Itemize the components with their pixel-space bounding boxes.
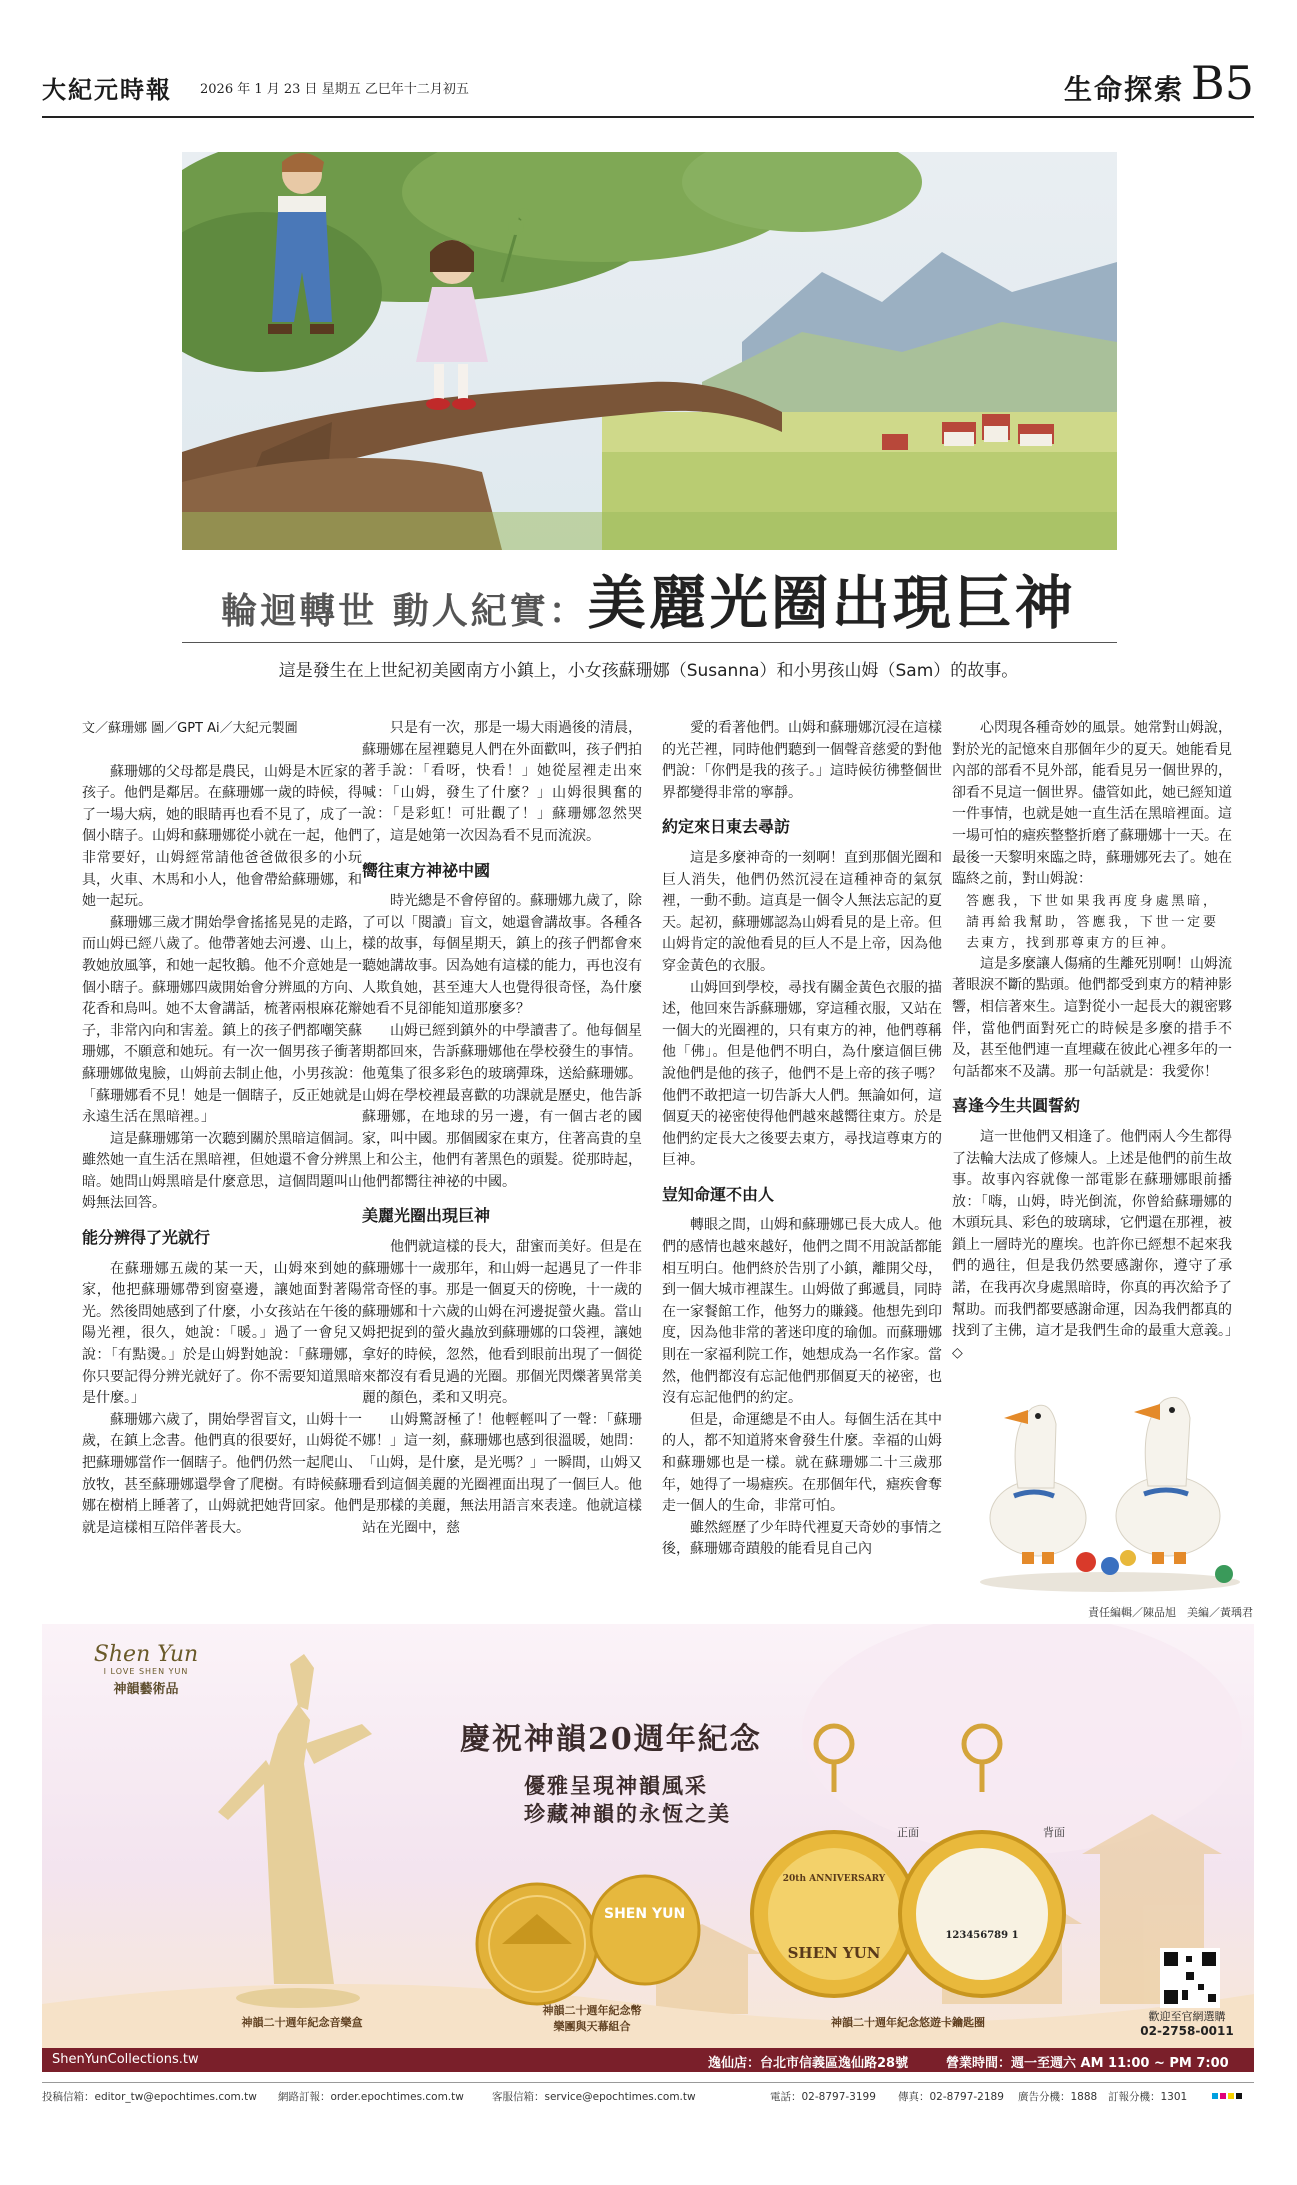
paragraph: 在蘇珊娜五歲的某一天，山姆來到她的家，他把蘇珊娜帶到窗臺邊，讓她面對著陽光。然後問她感到了什麼，小女孩站在午後的陽光裡，很久，她說：「暖。」過了一會兒又說：「有點燙。」於是山姆對她說：「蘇珊娜，你只要記得分辨光就好了。你不需要知道黑暗是什麼。」 <box>82 1260 362 1407</box>
phone-number: 電話：02-8797-3199 <box>770 2091 876 2103</box>
color-swatch-black <box>1236 2093 1242 2099</box>
paragraph: 山姆回到學校，尋找有關金黃色衣服的描述，他回來告訴蘇珊娜，穿這種衣服，又站在一個大的光圈裡的，只有東方的神，他們尊稱他「佛」。但是他們不明白，為什麼這個巨佛說他們是他的孩子，他們不是上帝的孩子嗎？他們不敢把這一切告訴大人們。無論如何，這個夏天的祕密使得他們越來越嚮往東方。於是他們約定長大之後要去東方，尋找這尊東方的巨神。 <box>662 979 942 1169</box>
keychain-brand-text: SHEN YUN <box>787 1944 881 1962</box>
paragraph: 但是，命運總是不由人。每個生活在其中的人，都不知道將來會發生什麼。幸福的山姆和蘇珊娜也是一樣。就在蘇珊娜二十三歲那年，她得了一場瘧疾。在那個年代，瘧疾會奪走一個人的生命，非常可怕。 <box>662 1411 942 1515</box>
quoted-promise: 答應我，下世如果我再度身處黑暗，請再給我幫助，答應我，下世一定要去東方，找到那尊東方的巨神。 <box>966 893 1218 951</box>
brand-chinese: 神韻藝術品 <box>113 1682 179 1697</box>
article-subtitle: 這是發生在上世紀初美國南方小鎮上，小女孩蘇珊娜（Susanna）和小男孩山姆（Sam）的故事。 <box>278 661 1019 681</box>
paragraph: 蘇珊娜三歲才開始學會搖搖晃晃的走路，而山姆已經八歲了。他帶著她去河邊、山上，教她放風箏，和她一起牧鵝。他不介意她是一個小瞎子。蘇珊娜四歲開始會分辨風的方向、花香和鳥叫。她不太會講話，梳著兩根麻花辮子，非常內向和害羞。鎮上的孩子們都嘲笑蘇珊娜，不願意和她玩。有一次一個男孩子衝著蘇珊娜做鬼臉，山姆前去制止他，小男孩說：「蘇珊娜看不見！她是一個瞎子，反正她就是永遠生活在黑暗裡。」 <box>82 914 362 1126</box>
paragraph: 山姆驚訝極了！他輕輕叫了一聲：「蘇珊娜！」這一刻，蘇珊娜也感到很溫暖，她問：「山姆，是什麼，是光嗎？」一瞬間，山姆又看到這個美麗的光圈裡面出現了一個巨人。他是那樣的美麗，無法用語言來表達。他就這樣站在光圈中，慈 <box>362 1411 642 1536</box>
qr-label: 歡迎至官網選購 <box>1148 2010 1226 2023</box>
paragraph: 山姆已經到鎮外的中學讀書了。他每個星期都回來，告訴蘇珊娜他在學校發生的事情。他蒐集了很多彩色的玻璃彈珠，送給蘇珊娜。山姆在學校裡最喜歡的功課就是歷史，他告訴蘇珊娜，在地球的另一邊，有一個古老的國家，叫中國。那個國家在東方，住著高貴的皇上和公主，他們有著黑色的頭髮。從那時起，他們都嚮往神祕的中國。 <box>362 1022 642 1190</box>
masthead-rule <box>42 116 1254 118</box>
fax-number: 傳真：02-8797-2189 <box>898 2091 1004 2103</box>
ad-subtitle-1: 優雅呈現神韻風采 <box>524 1773 708 1798</box>
music-box-caption: 神韻二十週年紀念音樂盒 <box>241 2016 363 2029</box>
paragraph: 他們就這樣的長大，甜蜜而美好。但是在蘇珊娜十一歲那年，和山姆一起遇見了一件非常奇怪的事。那是一個夏天的傍晚，十一歲的蘇珊娜和十六歲的山姆在河邊捉螢火蟲。當山姆把捉到的螢火蟲放到蘇珊娜的口袋裡，讓她拿好的時候，忽然，他看到眼前出現了一個從來都沒有看見過的光圈。那個光閃爍著異常美麗的顏色，柔和又明亮。 <box>362 1239 642 1407</box>
paragraph: 愛的看著他們。山姆和蘇珊娜沉浸在這樣的光芒裡，同時他們聽到一個聲音慈愛的對他們說：「你們是我的孩子。」這時候彷彿整個世界都變得非常的寧靜。 <box>662 720 942 801</box>
shop-hours: 營業時間：週一至週六 AM 11:00 ~ PM 7:00 <box>946 2056 1229 2071</box>
paragraph: 轉眼之間，山姆和蘇珊娜已長大成人。他們的感情也越來越好，他們之間不用說話都能相互明白。他們終於告別了小鎮，離開父母，到一個大城市裡謀生。山姆做了郵遞員，同時在一家餐館工作，他努力的賺錢。他想先到印度，因為他非常的著迷印度的瑜伽。而蘇珊娜則在一家福利院工作，她想成為一名作家。當然，他們都沒有忘記他們那個夏天的祕密，也沒有忘記他們的約定。 <box>662 1217 942 1407</box>
brand-logo <box>86 1642 206 1697</box>
keychain-anniversary-text: 20th ANNIVERSARY <box>782 1874 886 1884</box>
paragraph: 這是蘇珊娜第一次聽到關於黑暗這個詞。雖然她一直生活在黑暗裡，但她還不會分辨黑暗。她問山姆黑暗是什麼意思，這個問題叫山姆無法回答。 <box>82 1130 362 1212</box>
paragraph: 這一世他們又相逢了。他們兩人今生都得了法輪大法成了修煉人。上述是他們的前生故事。故事內容就像一部電影在蘇珊娜眼前播放：「嗨，山姆，時光倒流，你曾給蘇珊娜的木頭玩具、彩色的玻璃球，它們還在那裡，被鎖上一層時光的塵埃。也許你已經想不起來我們的過往，但是我仍然要感謝你，遵守了承諾，在我再次身處黑暗時，你真的再次給予了幫助。而我們都要感謝命運，因為我們都真的找到了主佛，這才是我們生命的最重大意義。」◇ <box>952 1128 1232 1361</box>
coins-caption: 神韻二十週年紀念幣 樂團與天幕組合 <box>542 2004 642 2033</box>
paragraph: 只是有一次，那是一場大雨過後的清晨，蘇珊娜在屋裡聽見人們在外面歡叫，孩子們拍著手說：「看呀，快看！」她從屋裡走出來喊：「山姆，發生了什麼？」山姆很興奮的說：「是彩虹！可壯觀了！」蘇珊娜忽然哭了，這是她第一次因為看不見而流淚。 <box>362 720 642 844</box>
editor-credit: 責任編輯／陳品旭 美編／黃瑀君 <box>1088 1606 1253 1619</box>
masthead <box>42 58 1254 116</box>
paragraph: 這是多麼讓人傷痛的生離死別啊！山姆流著眼淚不斷的點頭。他們都受到東方的精神影響，相信著來生。這對從小一起長大的親密夥伴，當他們面對死亡的時候是多麼的措手不及，甚至他們連一直埋藏在彼此心裡多年的一句話都來不及講。那一句話就是：我愛你！ <box>952 955 1232 1080</box>
shop-address: 逸仙店：台北市信義區逸仙路28號 <box>708 2056 909 2071</box>
shop-phone: 02-2758-0011 <box>1140 2024 1234 2038</box>
paragraph: 時光總是不會停留的。蘇珊娜九歲了，除了可以「閱讀」盲文，她還會講故事。各種各樣的故事，每個星期天，鎮上的孩子們都會來聽她講故事。因為她有這樣的能力，再也沒有人欺負她，甚至連大人也覺得很奇怪，為什麼她看不見卻能知道那麼多？ <box>362 893 642 1018</box>
section-heading: 能分辨得了光就行 <box>82 1228 211 1248</box>
brand-signature: Shen Yun <box>93 1642 199 1667</box>
headline-kicker: 輪迴轉世 動人紀實： <box>221 590 588 632</box>
article-column-4 <box>952 718 1232 1364</box>
headline <box>0 556 1297 640</box>
keychain-front-label: 正面 <box>897 1826 919 1839</box>
page-footer <box>42 2082 1254 2109</box>
brand-english: I LOVE SHEN YUN <box>103 1667 189 1676</box>
paragraph: 雖然經歷了少年時代裡夏天奇妙的事情之後，蘇珊娜奇蹟般的能看見自己內 <box>662 1519 942 1558</box>
headline-title: 美麗光圈出現巨神 <box>587 569 1076 637</box>
article-column-3 <box>662 718 942 1561</box>
web-order-link[interactable]: 網路訂報：order.epochtimes.com.tw <box>278 2091 464 2103</box>
paragraph: 蘇珊娜六歲了，開始學習盲文，山姆十一歲，在鎮上念書。他們真的很要好，山姆從不把蘇珊娜當作一個瞎子。他們仍然一起爬山、放牧，甚至蘇珊娜還學會了爬樹。有時候蘇珊娜在樹梢上睡著了，山姆就把她背回家。他們就是這樣相互陪伴著長大。 <box>82 1411 362 1536</box>
ducks-marbles-illustration <box>968 1368 1252 1594</box>
section-name: 生命探索 <box>1063 73 1184 106</box>
headline-rule <box>182 642 1117 643</box>
keychain-caption: 神韻二十週年紀念悠遊卡鑰匙圈 <box>831 2016 985 2029</box>
shop-website-link[interactable]: ShenYunCollections.tw <box>52 2052 199 2067</box>
newspaper-logo: 大紀元時報 <box>42 75 172 104</box>
paragraph: 蘇珊娜的父母都是農民，山姆是木匠家的孩子。他們是鄰居。在蘇珊娜一歲的時候，得了一場大病，她的眼睛再也看不見了，成了一個小瞎子。山姆和蘇珊娜從小就在一起，他們非常要好，山姆經常請他爸爸做很多的小玩具，火車、木馬和小人，他會帶給蘇珊娜，和她一起玩。 <box>82 763 362 910</box>
submit-email[interactable]: 投稿信箱：editor_tw@epochtimes.com.tw <box>42 2091 257 2103</box>
date-line: 2026 年 1 月 23 日 星期五 乙巳年十二月初五 <box>200 82 469 97</box>
section-heading: 喜逢今生共圓誓約 <box>952 1096 1081 1116</box>
coin-text: SHEN YUN <box>604 1906 686 1922</box>
ad-extension: 廣告分機：1888 <box>1018 2091 1098 2103</box>
hero-illustration <box>182 152 1117 550</box>
subscription-extension: 訂報分機：1301 <box>1108 2091 1188 2103</box>
service-email[interactable]: 客服信箱：service@epochtimes.com.tw <box>492 2091 696 2103</box>
page-number: B5 <box>1190 56 1254 110</box>
section-heading: 豈知命運不由人 <box>662 1184 775 1204</box>
section-heading: 約定來日東去尋訪 <box>662 817 791 837</box>
section-heading: 美麗光圈出現巨神 <box>362 1206 491 1226</box>
color-swatch-cyan <box>1212 2093 1218 2099</box>
keychain-card-number: 123456789 1 <box>945 1930 1019 1941</box>
paragraph: 這是多麼神奇的一刻啊！直到那個光圈和巨人消失，他們仍然沉浸在這種神奇的氣氛裡，一動不動。這真是一個令人無法忘記的夏天。起初，蘇珊娜認為山姆看見的是上帝。但山姆肯定的說他看見的巨人不是上帝，因為他穿金黃色的衣服。 <box>662 849 942 974</box>
article-column-2 <box>362 718 642 1539</box>
ad-subtitle-2: 珍藏神韻的永恆之美 <box>524 1801 731 1826</box>
paragraph: 心閃現各種奇妙的風景。她常對山姆說，對於光的記憶來自那個年少的夏天。她能看見內部的部看不見外部，能看見另一個世界的，卻看不見這一個世界。儘管如此，她已經知道一件事情，也就是她一直生活在黑暗裡面。這一場可怕的瘧疾整整折磨了蘇珊娜十一天。在最後一天黎明來臨之時，蘇珊娜死去了。她在臨終之前，對山姆說： <box>952 720 1232 888</box>
article-column-1 <box>82 718 362 1539</box>
color-swatch-yellow <box>1228 2093 1234 2099</box>
keychain-back-label: 背面 <box>1043 1826 1065 1839</box>
shen-yun-advertisement <box>42 1624 1254 2072</box>
color-swatch-magenta <box>1220 2093 1226 2099</box>
byline: 文／蘇珊娜 圖／GPT Ai／大紀元製圖 <box>82 721 298 736</box>
section-heading: 嚮往東方神祕中國 <box>362 860 491 880</box>
ad-title: 慶祝神韻20週年紀念 <box>460 1722 762 1757</box>
